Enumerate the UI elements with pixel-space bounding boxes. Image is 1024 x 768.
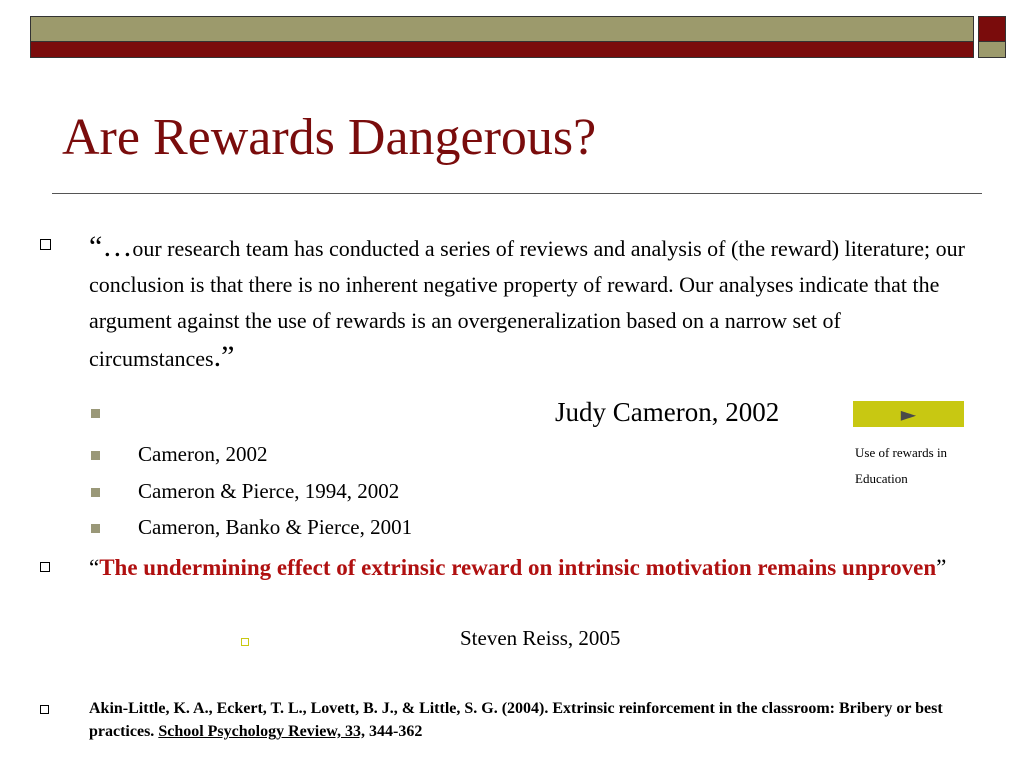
header-square-top (978, 16, 1006, 42)
attribution-cameron: Judy Cameron, 2002 (555, 397, 780, 427)
quote1-text: our research team has conducted a series of reviews and analysis of (the reward) literature; our conclusion is that there is no inherent negative property of reward. Our analyses indicate that the argument against the use of rewards is an overgeneralization based on a narrow set of circumstances (89, 236, 965, 371)
citation-item: Cameron, Banko & Pierce, 2001 (138, 515, 413, 539)
bullet-attribution1 (91, 409, 100, 418)
slide-title: Are Rewards Dangerous? (62, 109, 597, 166)
quote1-open-mark: “… (89, 230, 133, 263)
citation-item: Cameron, 2002 (138, 442, 268, 466)
bullet-quote2 (40, 562, 50, 572)
bullet-quote1 (40, 239, 51, 250)
quote2-open-mark: “ (89, 555, 100, 580)
citation-item: Cameron & Pierce, 1994, 2002 (138, 479, 400, 503)
bullet-citation (91, 524, 100, 533)
header-band (30, 16, 1006, 58)
quote2-text: The undermining effect of extrinsic reward on intrinsic motivation remains unproven (99, 555, 937, 580)
quote-cameron (89, 229, 989, 377)
header-square-bottom (978, 42, 1006, 58)
reference-text: Akin-Little, K. A., Eckert, T. L., Lovett, B. J., & Little, S. G. (2004). Extrinsic reinforcement in the classroom: Bribery or best practices. (89, 700, 943, 740)
play-button[interactable] (853, 401, 964, 427)
bullet-attribution2 (241, 638, 249, 646)
play-icon: ► (900, 402, 917, 426)
reference (89, 697, 989, 743)
bullet-citation (91, 451, 100, 460)
reference-journal: School Psychology Review, 33, (158, 723, 365, 740)
quote-reiss (89, 550, 969, 585)
quote1-close-mark: .” (213, 340, 235, 373)
play-button-caption: Use of rewards in Education (855, 445, 948, 486)
attribution-reiss: Steven Reiss, 2005 (460, 626, 621, 650)
bullet-reference (40, 705, 49, 714)
bullet-citation (91, 488, 100, 497)
header-band-maroon (30, 42, 974, 58)
quote2-close-mark: ” (936, 555, 947, 580)
title-divider (52, 193, 982, 194)
reference-pages: 344-362 (364, 723, 423, 740)
header-band-olive (30, 16, 974, 42)
